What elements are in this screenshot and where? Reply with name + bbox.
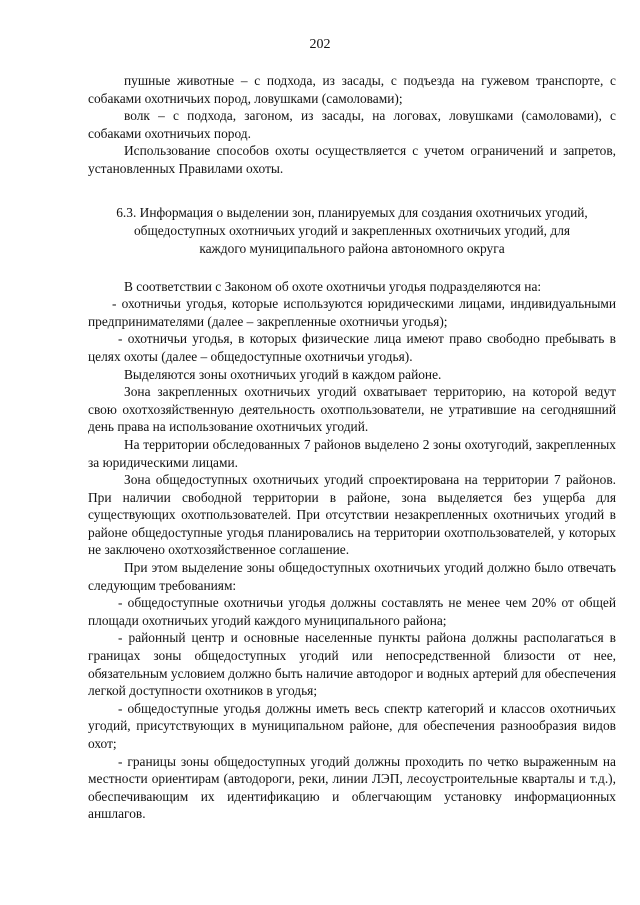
paragraph-requirements: При этом выделение зоны общедоступных охотничьих угодий должно было отвечать следующим требованиям:	[88, 560, 616, 593]
paragraph-classification: В соответствии с Законом об охоте охотничьи угодья подразделяются на:	[124, 278, 542, 294]
list-item-assigned-lands: - охотничьи угодья, которые используются юридическими лицами, индивидуальными предпринимателями (далее – закрепленные охотничьи угодья);	[88, 296, 616, 329]
list-item-area-share: - общедоступные охотничьи угодья должны составлять не менее чем 20% от общей площади охотничьих угодий каждого муниципального района;	[88, 595, 616, 628]
section-heading: 6.3. Информация о выделении зон, планируемых для создания охотничьих угодий, общедоступных охотничьих угодий и закрепленных охотничьих угодий, для каждого муниципального района автономного округа	[116, 204, 588, 256]
paragraph-wolf: волк – с подхода, загоном, из засады, на логовах, ловушками (самоловами), с собаками охотничьих пород.	[88, 108, 616, 141]
paragraph-public-zone: Зона общедоступных охотничьих угодий спроектирована на территории 7 районов. При наличии свободной территории в районе, зона выделяется без ущерба для существующих охотпользователей. При отсутствии незакрепленных охотничьих угодий в районе общедоступные угодья планировались на территории охотпользователей, у которых не заключено охотхозяйственное соглашение.	[88, 472, 616, 558]
list-item-boundaries: - границы зоны общедоступных угодий должны проходить по четко выраженным на местности ориентирам (автодороги, реки, линии ЛЭП, лесоустроительные кварталы и т.д.), обеспечивающим их идентификацию и облегчающим установку информационных аншлагов.	[88, 753, 616, 822]
list-item-categories: - общедоступные угодья должны иметь весь спектр категорий и классов охотничьих угодий, присутствующих в муниципальном районе, для обеспечения разнообразия видов охот;	[88, 700, 616, 751]
paragraph-fur-animals: пушные животные – с подхода, из засады, с подъезда на гужевом транспорте, с собаками охотничьих пород, ловушками (самоловами);	[88, 73, 616, 106]
paragraph-assigned-zone: Зона закрепленных охотничьих угодий охватывает территорию, на которой ведут свою охотхозяйственную деятельность охотпользователи, не утратившие на сегодняшний день права на использование охотничьих угодий.	[88, 384, 616, 435]
list-item-district-center: - районный центр и основные населенные пункты района должны располагаться в границах зоны общедоступных угодий или непосредственной близости от нее, обязательным условием должно быть наличие автодорог и водных артерий для обеспечения легкой доступности охотников в угодья;	[88, 630, 616, 699]
paragraph-surveyed-districts: На территории обследованных 7 районов выделено 2 зоны охотугодий, закрепленных за юридическими лицами.	[88, 436, 616, 470]
document-body	[88, 72, 616, 823]
paragraph-zones: Выделяются зоны охотничьих угодий в каждом районе.	[124, 366, 442, 382]
page-number: 202	[309, 37, 331, 52]
list-item-public-lands: - охотничьи угодья, в которых физические лица имеют право свободно пребывать в целях охоты (далее – общедоступные охотничьи угодья).	[88, 331, 616, 364]
paragraph-hunting-methods: Использование способов охоты осуществляется с учетом ограничений и запретов, установленных Правилами охоты.	[88, 143, 616, 176]
